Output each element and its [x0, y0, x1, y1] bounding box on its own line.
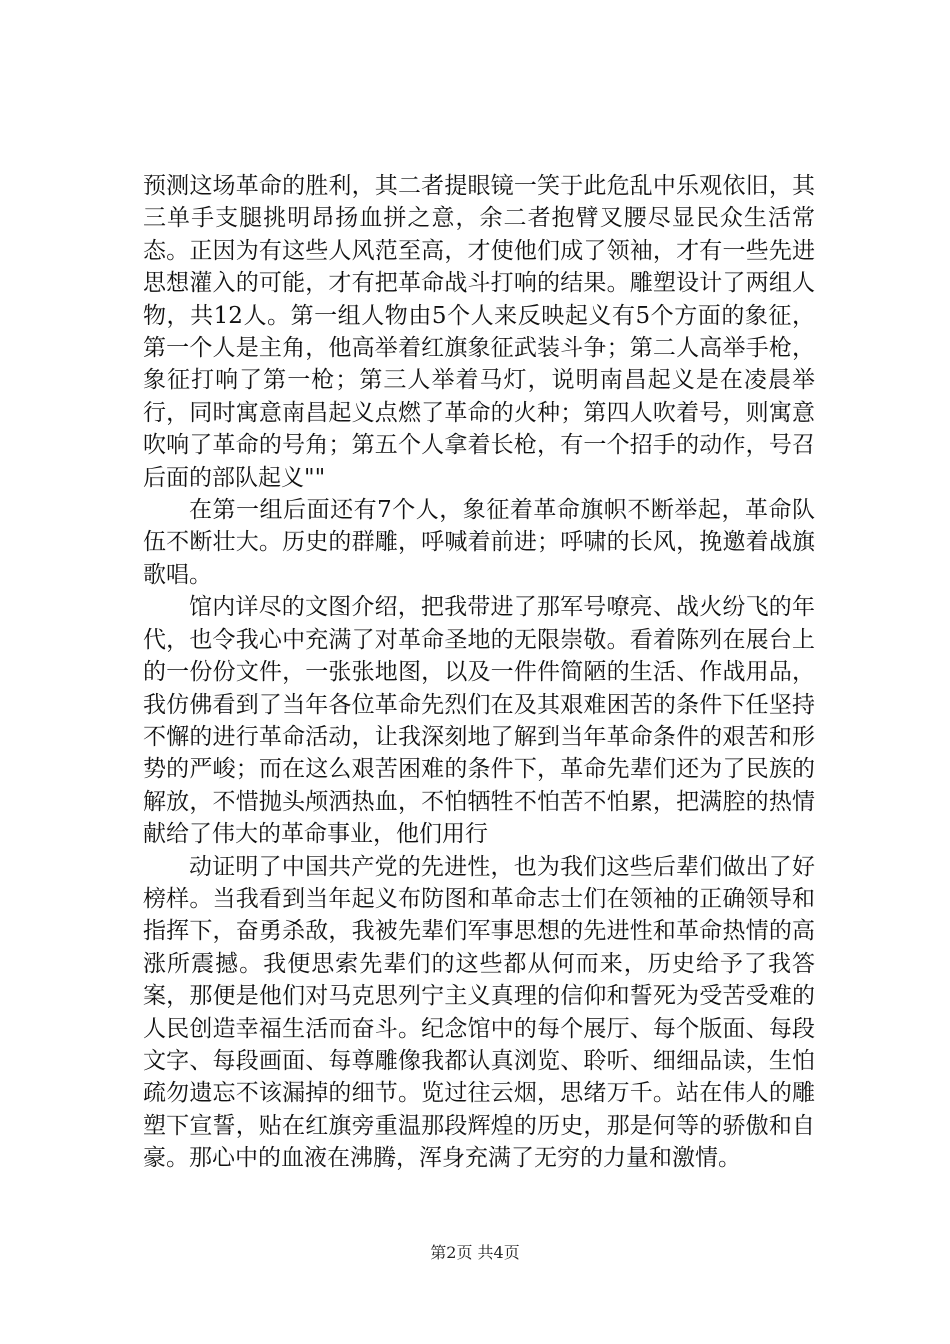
paragraph: 在第一组后面还有7个人，象征着革命旗帜不断举起，革命队伍不断壮大。历史的群雕，呼喊着前进；呼啸的长风，挽邀着战旗歌唱。: [143, 497, 815, 588]
paragraph: 动证明了中国共产党的先进性，也为我们这些后辈们做出了好榜样。当我看到当年起义布防图和革命志士们在领袖的正确领导和指挥下，奋勇杀敌，我被先辈们军事思想的先进性和革命热情的高涨所震撼。我便思索先辈们的这些都从何而来，历史给予了我答案，那便是他们对马克思列宁主义真理的信仰和誓死为受苦受难的人民创造幸福生活而奋斗。纪念馆中的每个展厅、每个版面、每段文字、每段画面、每尊雕像我都认真浏览、聆听、细细品读，生怕疏勿遗忘不该漏掉的细节。览过往云烟，思绪万千。站在伟人的雕塑下宣誓，贴在红旗旁重温那段辉煌的历史，那是何等的骄傲和自豪。那心中的血液在沸腾，浑身充满了无穷的力量和激情。: [143, 853, 815, 1172]
page-number-footer: 第2页 共4页: [430, 1243, 520, 1262]
paragraph: 馆内详尽的文图介绍，把我带进了那军号嘹亮、战火纷飞的年代，也令我心中充满了对革命圣地的无限崇敬。看着陈列在展台上的一份份文件，一张张地图，以及一件件简陋的生活、作战用品，我仿佛看到了当年各位革命先烈们在及其艰难困苦的条件下任坚持不懈的进行革命活动，让我深刻地了解到当年革命条件的艰苦和形势的严峻；而在这么艰苦困难的条件下，革命先辈们还为了民族的解放，不惜抛头颅洒热血，不怕牺牲不怕苦不怕累，把满腔的热情献给了伟大的革命事业，他们用行: [143, 594, 815, 848]
paragraph-continued: 预测这场革命的胜利，其二者提眼镜一笑于此危乱中乐观依旧，其三单手支腿挑明昂扬血拼之意，余二者抱臂叉腰尽显民众生活常态。正因为有这些人风范至高，才使他们成了领袖，才有一些先进思想灌入的可能，才有把革命战斗打响的结果。雕塑设计了两组人物，共12人。第一组人物由5个人来反映起义有5个方面的象征，第一个人是主角，他高举着红旗象征武装斗争；第二人高举手枪，象征打响了第一枪；第三人举着马灯，说明南昌起义是在凌晨举行，同时寓意南昌起义点燃了革命的火种；第四人吹着号，则寓意吹响了革命的号角；第五个人拿着长枪，有一个招手的动作，号召后面的部队起义"": [143, 173, 815, 491]
document-body: [143, 170, 815, 1175]
